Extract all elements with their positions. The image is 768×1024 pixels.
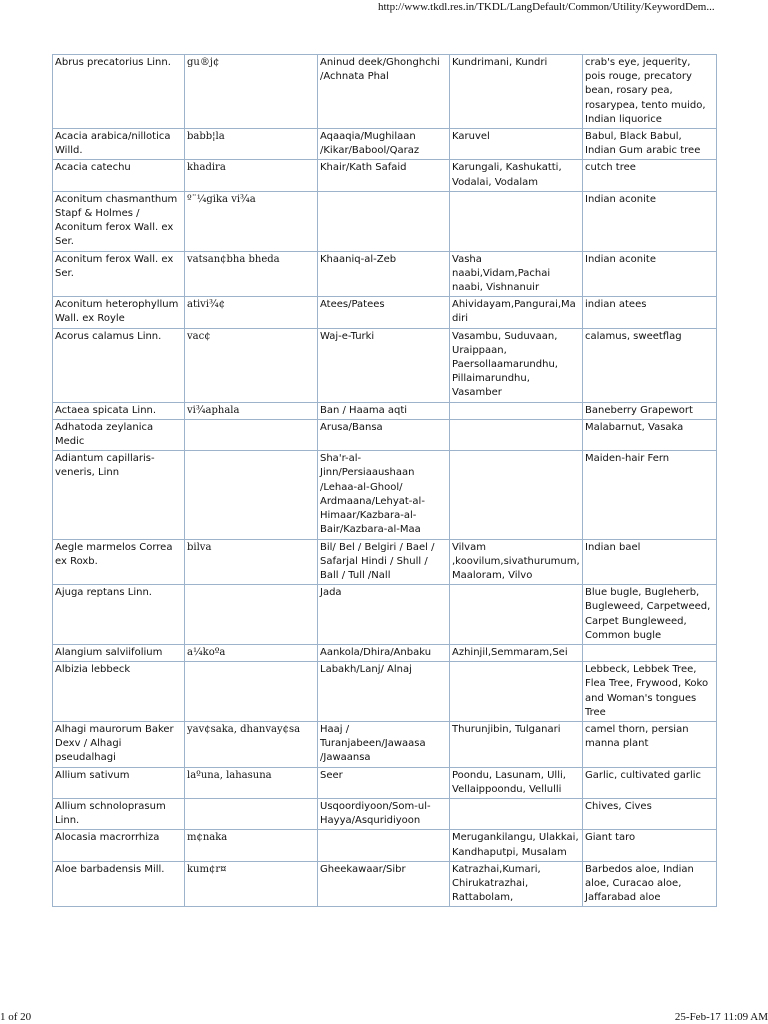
table-row — [53, 419, 717, 450]
tamil-name-cell: Merugankilangu, Ulakkai, Kandhaputpi, Musalam — [450, 830, 583, 861]
table-row — [53, 251, 717, 297]
botanical-name-cell: Acacia arabica/nillotica Willd. — [53, 129, 185, 160]
table-row — [53, 662, 717, 722]
table-row — [53, 160, 717, 191]
table-row — [53, 539, 717, 585]
unani-name-cell: Atees/Patees — [318, 297, 450, 328]
english-name-cell: camel thorn, persian manna plant — [583, 721, 717, 767]
botanical-name-cell: Acorus calamus Linn. — [53, 328, 185, 402]
sanskrit-name-cell: bilva — [185, 539, 318, 585]
english-name-cell: Garlic, cultivated garlic — [583, 767, 717, 798]
sanskrit-name-cell — [185, 585, 318, 645]
table-row — [53, 767, 717, 798]
botanical-name-cell: Aconitum ferox Wall. ex Ser. — [53, 251, 185, 297]
table-row — [53, 721, 717, 767]
tamil-name-cell: Azhinjil,Semmaram,Sei — [450, 644, 583, 661]
botanical-name-cell: Aconitum chasmanthum Stapf & Holmes / Aconitum ferox Wall. ex Ser. — [53, 191, 185, 251]
print-timestamp: 25-Feb-17 11:09 AM — [674, 1011, 768, 1023]
tamil-name-cell: Katrazhai,Kumari, Chirukatrazhai, Rattabolam, — [450, 861, 583, 907]
sanskrit-name-cell: gu®j¢ — [185, 55, 318, 129]
sanskrit-name-cell: vi¾aphala — [185, 402, 318, 419]
english-name-cell: Malabarnut, Vasaka — [583, 419, 717, 450]
botanical-name-cell: Adiantum capillaris-veneris, Linn — [53, 451, 185, 539]
unani-name-cell: Bil/ Bel / Belgiri / Bael / Safarjal Hindi / Shull / Ball / Tull /Nall — [318, 539, 450, 585]
table-row — [53, 585, 717, 645]
botanical-name-cell: Actaea spicata Linn. — [53, 402, 185, 419]
sanskrit-name-cell — [185, 662, 318, 722]
tamil-name-cell: Vasha naabi,Vidam,Pachai naabi, Vishnanuir — [450, 251, 583, 297]
table-row — [53, 861, 717, 907]
tamil-name-cell — [450, 402, 583, 419]
sanskrit-name-cell: laºuna, lahasuna — [185, 767, 318, 798]
english-name-cell: Giant taro — [583, 830, 717, 861]
table-row — [53, 55, 717, 129]
english-name-cell: Baneberry Grapewort — [583, 402, 717, 419]
tamil-name-cell: Thurunjibin, Tulganari — [450, 721, 583, 767]
botanical-name-cell: Alangium salviifolium — [53, 644, 185, 661]
sanskrit-name-cell: a¼koºa — [185, 644, 318, 661]
table-row — [53, 328, 717, 402]
botanical-name-cell: Allium sativum — [53, 767, 185, 798]
unani-name-cell: Khaaniq-al-Zeb — [318, 251, 450, 297]
table-row — [53, 644, 717, 661]
english-name-cell: Barbedos aloe, Indian aloe, Curacao aloe, Jaffarabad aloe — [583, 861, 717, 907]
unani-name-cell: Labakh/Lanj/ Alnaj — [318, 662, 450, 722]
unani-name-cell: Usqoordiyoon/Som-ul-Hayya/Asquridiyoon — [318, 798, 450, 829]
unani-name-cell: Seer — [318, 767, 450, 798]
table-row — [53, 191, 717, 251]
tamil-name-cell — [450, 662, 583, 722]
unani-name-cell: Gheekawaar/Sibr — [318, 861, 450, 907]
unani-name-cell: Aninud deek/Ghonghchi /Achnata Phal — [318, 55, 450, 129]
unani-name-cell: Aankola/Dhira/Anbaku — [318, 644, 450, 661]
english-name-cell: Indian bael — [583, 539, 717, 585]
botanical-name-cell: Aconitum heterophyllum Wall. ex Royle — [53, 297, 185, 328]
tamil-name-cell — [450, 419, 583, 450]
english-name-cell: Indian aconite — [583, 191, 717, 251]
english-name-cell: Babul, Black Babul, Indian Gum arabic tree — [583, 129, 717, 160]
plant-names-table — [52, 54, 717, 907]
english-name-cell: calamus, sweetflag — [583, 328, 717, 402]
tamil-name-cell — [450, 798, 583, 829]
botanical-name-cell: Adhatoda zeylanica Medic — [53, 419, 185, 450]
tamil-name-cell: Ahividayam,Pangurai,Madiri — [450, 297, 583, 328]
table-row — [53, 402, 717, 419]
unani-name-cell — [318, 830, 450, 861]
botanical-name-cell: Albizia lebbeck — [53, 662, 185, 722]
tamil-name-cell: Karungali, Kashukatti, Vodalai, Vodalam — [450, 160, 583, 191]
english-name-cell: cutch tree — [583, 160, 717, 191]
table-row — [53, 129, 717, 160]
sanskrit-name-cell — [185, 798, 318, 829]
botanical-name-cell: Alocasia macrorrhiza — [53, 830, 185, 861]
english-name-cell: Lebbeck, Lebbek Tree, Flea Tree, Frywood, Koko and Woman's tongues Tree — [583, 662, 717, 722]
tamil-name-cell — [450, 191, 583, 251]
tamil-name-cell — [450, 585, 583, 645]
sanskrit-name-cell: yav¢saka, dhanvay¢sa — [185, 721, 318, 767]
table-body — [53, 55, 717, 907]
botanical-name-cell: Ajuga reptans Linn. — [53, 585, 185, 645]
unani-name-cell: Arusa/Bansa — [318, 419, 450, 450]
english-name-cell: crab's eye, jequerity, pois rouge, precatory bean, rosary pea, rosarypea, tento muido, Indian liquorice — [583, 55, 717, 129]
botanical-name-cell: Abrus precatorius Linn. — [53, 55, 185, 129]
table-row — [53, 451, 717, 539]
sanskrit-name-cell: khadira — [185, 160, 318, 191]
tamil-name-cell: Vasambu, Suduvaan, Uraippaan, Paersollaamarundhu, Pillaimarundhu, Vasamber — [450, 328, 583, 402]
tamil-name-cell — [450, 451, 583, 539]
english-name-cell: Maiden-hair Fern — [583, 451, 717, 539]
unani-name-cell: Sha'r-al-Jinn/Persiaaushaan /Lehaa-al-Ghool/ Ardmaana/Lehyat-al-Himaar/Kazbara-al-Bair/Kazbara-al-Maa — [318, 451, 450, 539]
botanical-name-cell: Aegle marmelos Correa ex Roxb. — [53, 539, 185, 585]
sanskrit-name-cell: babb¦la — [185, 129, 318, 160]
sanskrit-name-cell: vac¢ — [185, 328, 318, 402]
unani-name-cell: Ban / Haama aqti — [318, 402, 450, 419]
unani-name-cell: Aqaaqia/Mughilaan /Kikar/Babool/Qaraz — [318, 129, 450, 160]
unani-name-cell — [318, 191, 450, 251]
english-name-cell: indian atees — [583, 297, 717, 328]
sanskrit-name-cell — [185, 451, 318, 539]
sanskrit-name-cell — [185, 419, 318, 450]
table-row — [53, 830, 717, 861]
unani-name-cell: Khair/Kath Safaid — [318, 160, 450, 191]
sanskrit-name-cell: vatsan¢bha bheda — [185, 251, 318, 297]
unani-name-cell: Jada — [318, 585, 450, 645]
tamil-name-cell: Poondu, Lasunam, Ulli, Vellaippoondu, Vellulli — [450, 767, 583, 798]
sanskrit-name-cell: º¨¼gika vi¾a — [185, 191, 318, 251]
sanskrit-name-cell: ativi¾¢ — [185, 297, 318, 328]
table-row — [53, 798, 717, 829]
english-name-cell — [583, 644, 717, 661]
botanical-name-cell: Acacia catechu — [53, 160, 185, 191]
sanskrit-name-cell: kum¢r¤ — [185, 861, 318, 907]
tamil-name-cell: Karuvel — [450, 129, 583, 160]
english-name-cell: Indian aconite — [583, 251, 717, 297]
tamil-name-cell: Vilvam ,koovilum,sivathurumum, Maaloram, Vilvo — [450, 539, 583, 585]
english-name-cell: Chives, Cives — [583, 798, 717, 829]
page-counter: 1 of 20 — [0, 1011, 32, 1023]
tamil-name-cell: Kundrimani, Kundri — [450, 55, 583, 129]
sanskrit-name-cell: m¢naka — [185, 830, 318, 861]
page-url: http://www.tkdl.res.in/TKDL/LangDefault/Common/Utility/KeywordDem... — [378, 1, 715, 13]
botanical-name-cell: Aloe barbadensis Mill. — [53, 861, 185, 907]
botanical-name-cell: Alhagi maurorum Baker Dexv / Alhagi pseudalhagi — [53, 721, 185, 767]
botanical-name-cell: Allium schnoloprasum Linn. — [53, 798, 185, 829]
table-row — [53, 297, 717, 328]
unani-name-cell: Waj-e-Turki — [318, 328, 450, 402]
english-name-cell: Blue bugle, Bugleherb, Bugleweed, Carpetweed, Carpet Bungleweed, Common bugle — [583, 585, 717, 645]
unani-name-cell: Haaj / Turanjabeen/Jawaasa /Jawaansa — [318, 721, 450, 767]
